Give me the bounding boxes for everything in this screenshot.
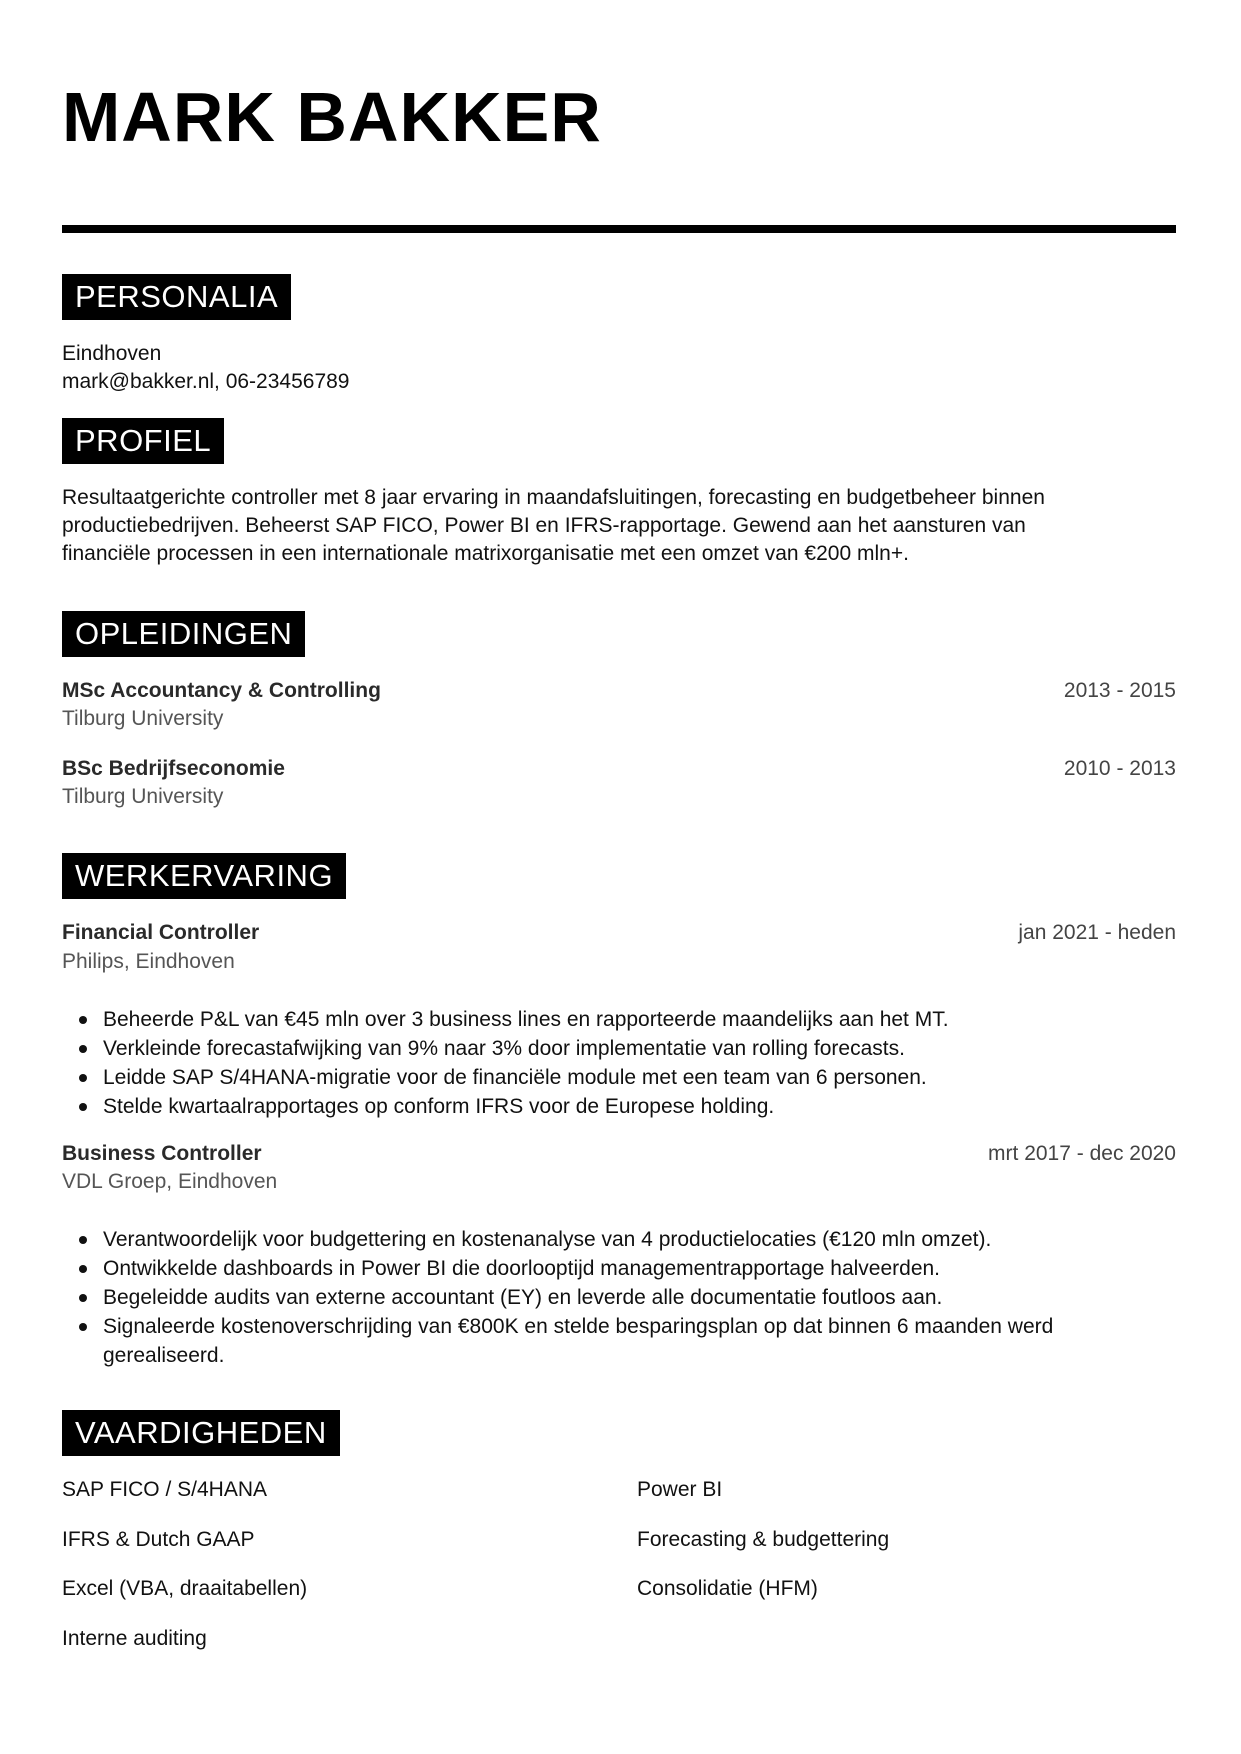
resume-page xyxy=(62,0,1176,1754)
section-heading-werkervaring: WERKERVARING xyxy=(62,853,346,899)
skill-item: SAP FICO / S/4HANA xyxy=(62,1478,268,1501)
job-company: Philips, Eindhoven xyxy=(62,950,235,973)
section-heading-vaardigheden: VAARDIGHEDEN xyxy=(62,1410,340,1456)
list-item: Begeleidde audits van externe accountant (EY) en leverde alle documentatie foutloos aan. xyxy=(62,1283,1176,1312)
job-period: mrt 2017 - dec 2020 xyxy=(988,1142,1176,1165)
job-achievements xyxy=(62,1225,1176,1370)
profile-line: financiële processen in een internationale matrixorganisatie met een omzet van €200 mln+. xyxy=(62,542,909,565)
list-item: Stelde kwartaalrapportages op conform IFRS voor de Europese holding. xyxy=(62,1092,1176,1121)
education-degree: BSc Bedrijfseconomie xyxy=(62,757,285,780)
personalia-city: Eindhoven xyxy=(62,342,162,365)
section-heading-personalia: PERSONALIA xyxy=(62,274,291,320)
bullet-icon xyxy=(79,1294,87,1302)
list-item: Signaleerde kostenoverschrijding van €800K en stelde besparingsplan op dat binnen 6 maanden werd xyxy=(62,1312,1176,1341)
skill-item: Power BI xyxy=(637,1478,723,1501)
education-period: 2010 - 2013 xyxy=(1063,757,1176,780)
list-item: Leidde SAP S/4HANA-migratie voor de financiële module met een team van 6 personen. xyxy=(62,1063,1176,1092)
education-degree: MSc Accountancy & Controlling xyxy=(62,679,381,702)
education-school: Tilburg University xyxy=(62,707,224,730)
bullet-icon xyxy=(79,1323,87,1331)
job-title: Business Controller xyxy=(62,1142,262,1165)
profile-summary xyxy=(62,484,1176,568)
list-item: Ontwikkelde dashboards in Power BI die doorlooptijd managementrapportage halveerden. xyxy=(62,1254,1176,1283)
skill-item: Consolidatie (HFM) xyxy=(637,1577,818,1600)
bullet-icon xyxy=(79,1236,87,1244)
education-period: 2013 - 2015 xyxy=(1063,679,1176,702)
job-achievements xyxy=(62,1005,1176,1121)
bullet-icon xyxy=(79,1103,87,1111)
skill-item: Excel (VBA, draaitabellen) xyxy=(62,1577,308,1600)
list-item: Verantwoordelijk voor budgettering en kostenanalyse van 4 productielocaties (€120 mln omzet). xyxy=(62,1225,1176,1254)
job-company: VDL Groep, Eindhoven xyxy=(62,1170,278,1193)
bullet-icon xyxy=(79,1265,87,1273)
list-item: Beheerde P&L van €45 mln over 3 business lines en rapporteerde maandelijks aan het MT. xyxy=(62,1005,1176,1034)
skill-item: IFRS & Dutch GAAP xyxy=(62,1528,255,1551)
section-heading-profiel: PROFIEL xyxy=(62,418,224,464)
candidate-name: MARK BAKKER xyxy=(62,78,602,156)
skill-item: Interne auditing xyxy=(62,1627,207,1650)
header-divider xyxy=(62,225,1176,233)
skill-item: Forecasting & budgettering xyxy=(637,1528,890,1551)
bullet-icon xyxy=(79,1074,87,1082)
list-item-continuation: gerealiseerd. xyxy=(103,1344,225,1367)
list-item: Verkleinde forecastafwijking van 9% naar 3% door implementatie van rolling forecasts. xyxy=(62,1034,1176,1063)
bullet-icon xyxy=(79,1016,87,1024)
education-school: Tilburg University xyxy=(62,785,224,808)
profile-line: productiebedrijven. Beheerst SAP FICO, Power BI en IFRS-rapportage. Gewend aan het aansturen van xyxy=(62,514,1026,537)
job-period: jan 2021 - heden xyxy=(1018,921,1176,944)
section-heading-opleidingen: OPLEIDINGEN xyxy=(62,611,305,657)
personalia-contact: mark@bakker.nl, 06-23456789 xyxy=(62,370,350,393)
profile-line: Resultaatgerichte controller met 8 jaar ervaring in maandafsluitingen, forecasting en budgetbeheer binnen xyxy=(62,486,1045,509)
job-title: Financial Controller xyxy=(62,921,260,944)
bullet-icon xyxy=(79,1045,87,1053)
